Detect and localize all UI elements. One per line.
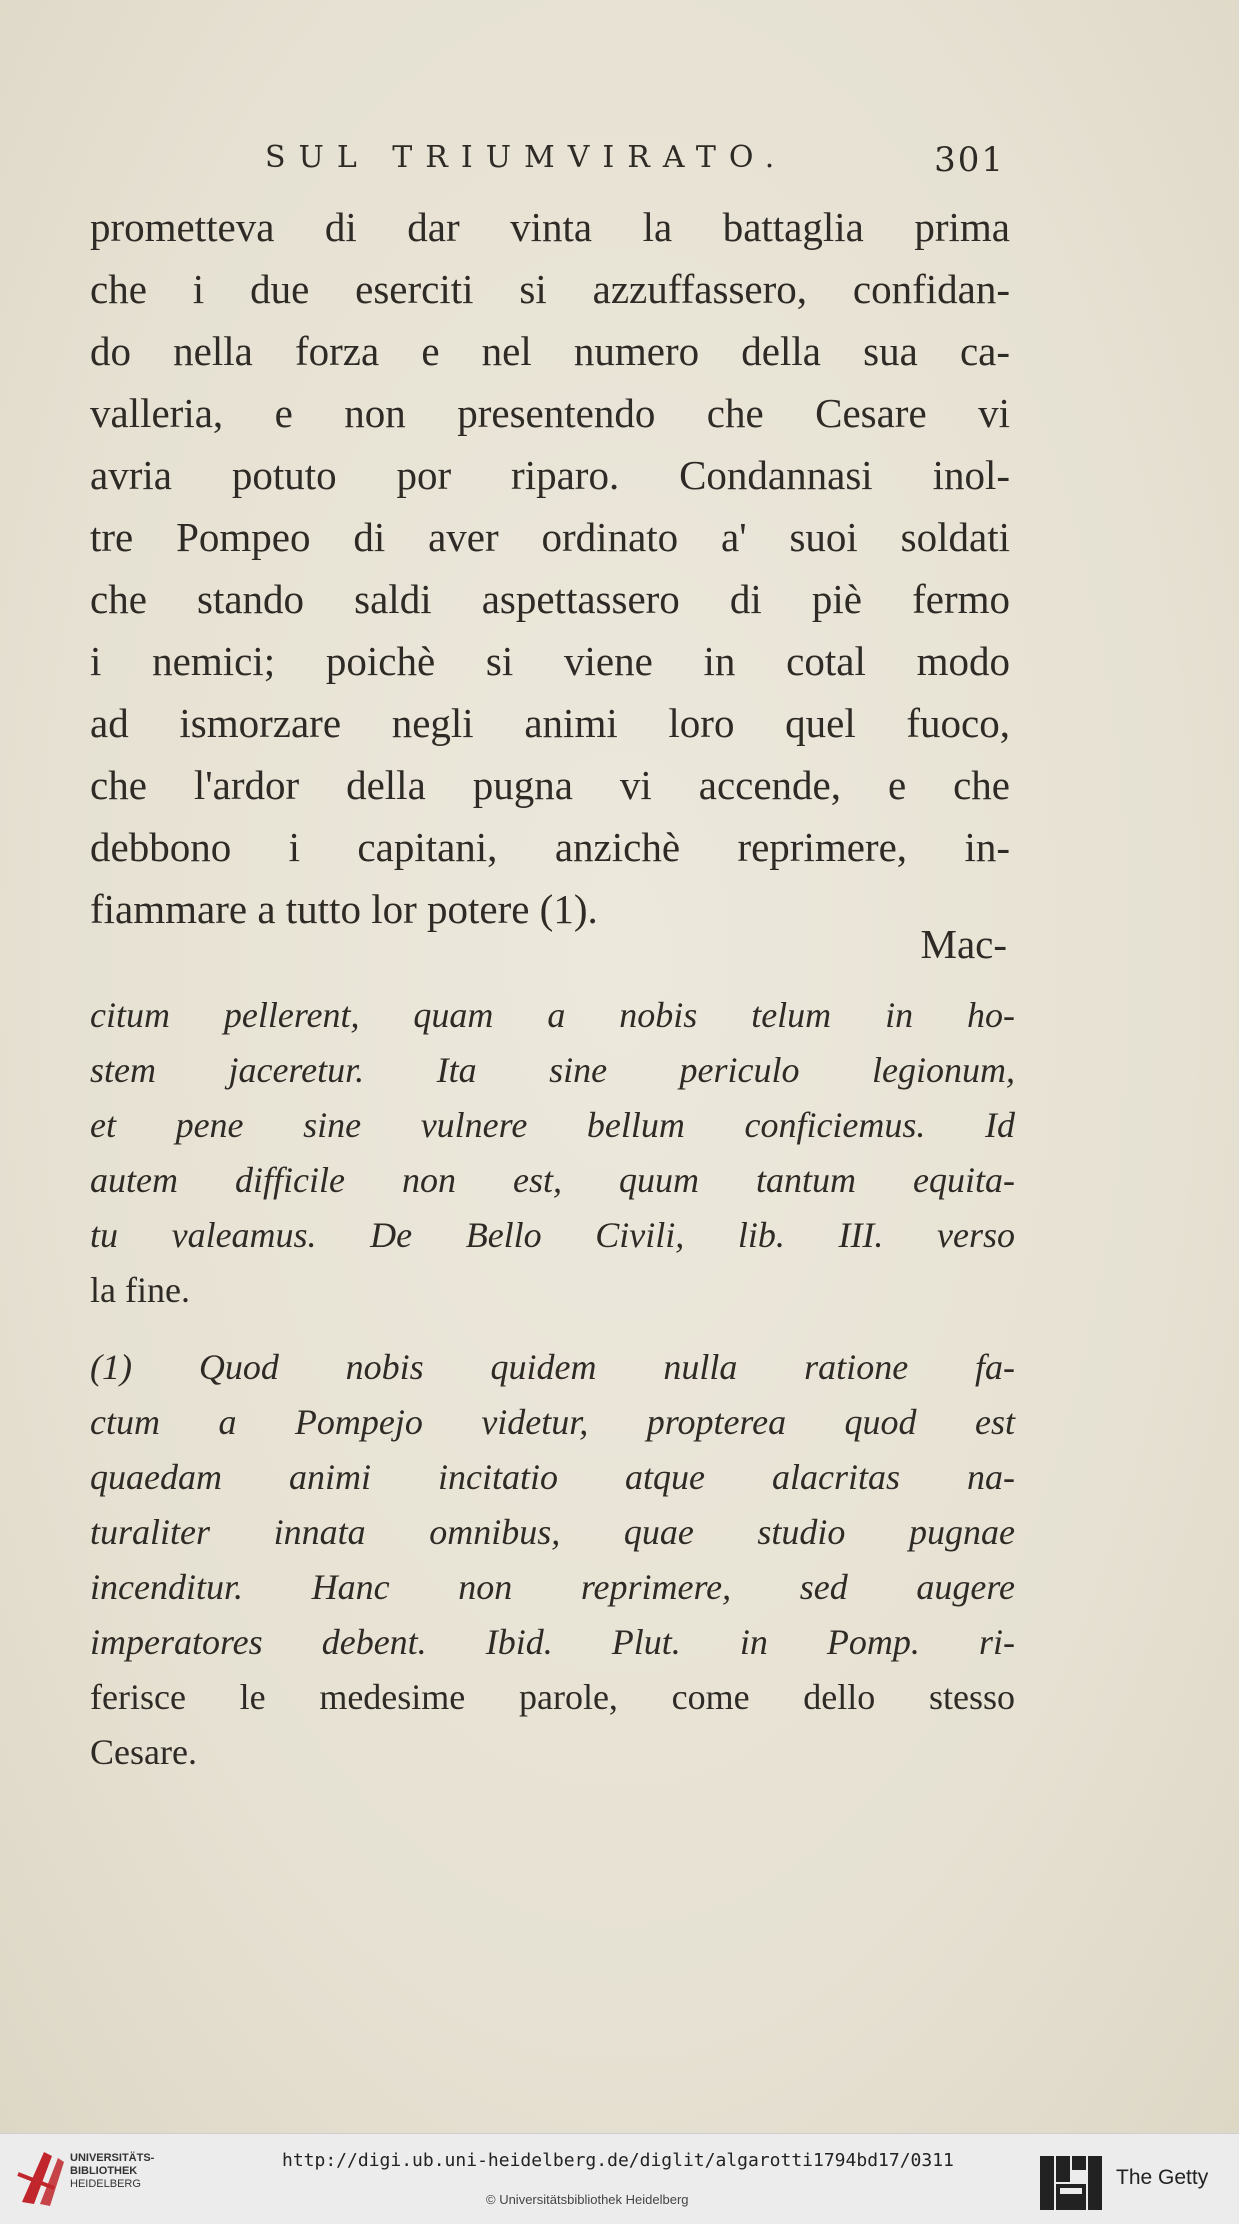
footnote-line: la fine. <box>90 1270 190 1310</box>
footnote-line: imperatores debent. Ibid. Plut. in Pomp. ri- <box>90 1622 1015 1662</box>
footnote-line: incenditur. Hanc non reprimere, sed augere <box>90 1567 1015 1607</box>
library-name: UNIVERSITÄTS- BIBLIOTHEK HEIDELBERG <box>70 2152 155 2190</box>
running-title: SUL TRIUMVIRATO. <box>265 140 788 175</box>
page-header <box>265 140 1005 190</box>
text-line: do nella forza e nel numero della sua ca- <box>90 328 1010 374</box>
footnote-line: stem jaceretur. Ita sine periculo legionum, <box>90 1050 1015 1090</box>
main-text-block <box>90 196 1010 940</box>
text-line: valleria, e non presentendo che Cesare vi <box>90 390 1010 436</box>
footnotes-block <box>90 988 1015 1780</box>
getty-name: The Getty <box>1116 2166 1209 2189</box>
text-line: che i due eserciti si azzuffassero, confidan- <box>90 266 1010 312</box>
text-line: prometteva di dar vinta la battaglia prima <box>90 204 1010 250</box>
text-line: ad ismorzare negli animi loro quel fuoco, <box>90 700 1010 746</box>
footnote-line: (1) Quod nobis quidem nulla ratione fa- <box>90 1347 1015 1387</box>
text-line: che l'ardor della pugna vi accende, e che <box>90 762 1010 808</box>
copyright-notice: © Universitätsbibliothek Heidelberg <box>486 2192 689 2207</box>
footnote-line: tu valeamus. De Bello Civili, lib. III. verso <box>90 1215 1015 1255</box>
footnote-line: citum pellerent, quam a nobis telum in ho- <box>90 995 1015 1035</box>
text-line: debbono i capitani, anzichè reprimere, in- <box>90 824 1010 870</box>
text-line: i nemici; poichè si viene in cotal modo <box>90 638 1010 684</box>
text-line: fiammare a tutto lor potere (1). <box>90 886 598 932</box>
footnote-line: ferisce le medesime parole, come dello stesso <box>90 1677 1015 1717</box>
getty-logo-icon <box>1040 2156 1102 2210</box>
text-line: avria potuto por riparo. Condannasi inol- <box>90 452 1010 498</box>
text-line: che stando saldi aspettassero di piè fermo <box>90 576 1010 622</box>
footnote-line: Cesare. <box>90 1732 197 1772</box>
footnote-line: ctum a Pompejo videtur, propterea quod est <box>90 1402 1015 1442</box>
page-number: 301 <box>934 140 1005 180</box>
footnote-line: et pene sine vulnere bellum conficiemus. Id <box>90 1105 1015 1145</box>
footnote-line: autem difficile non est, quum tantum equita- <box>90 1160 1015 1200</box>
text-line: tre Pompeo di aver ordinato a' suoi soldati <box>90 514 1010 560</box>
footnote-line: turaliter innata omnibus, quae studio pugnae <box>90 1512 1015 1552</box>
footnote-separator <box>90 1318 1015 1340</box>
viewer-footer <box>0 2133 1239 2224</box>
permalink[interactable]: http://digi.ub.uni-heidelberg.de/diglit/algarotti1794bd17/0311 <box>282 2150 954 2171</box>
catchword: Mac- <box>920 921 1007 967</box>
footnote-line: quaedam animi incitatio atque alacritas na- <box>90 1457 1015 1497</box>
